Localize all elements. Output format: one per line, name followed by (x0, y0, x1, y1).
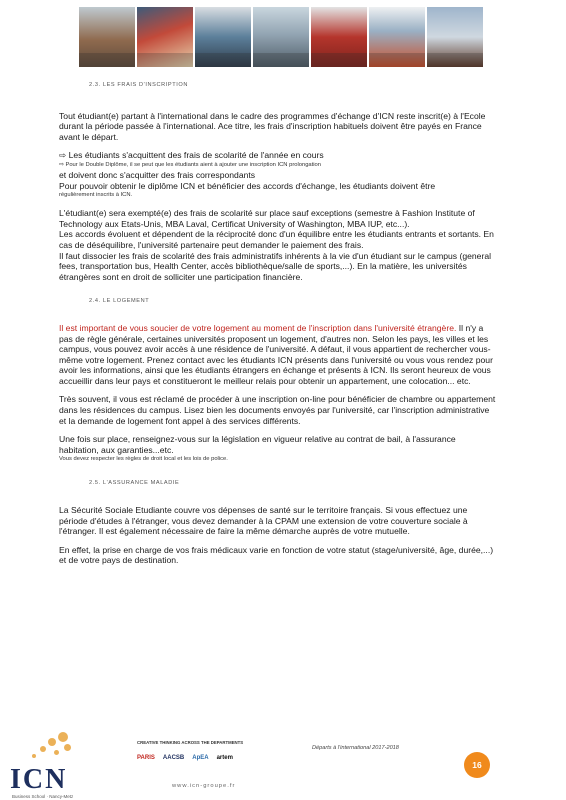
banner-photo (427, 7, 483, 67)
document-reference: Départs à l'international 2017-2018 (312, 745, 399, 751)
banner-photo (369, 7, 425, 67)
partner-logo: AACSB (162, 755, 185, 761)
logo-text: ICN (10, 764, 68, 795)
important-notice: Il est important de vous soucier de votre logement au moment de l'inscription dans l'université étrangère. (59, 322, 457, 333)
section-heading-frais: 2.3. LES FRAIS D'INSCRIPTION (89, 82, 188, 88)
bullet-item: ⇨ Les étudiants s'acquittent des frais de scolarité de l'année en cours (59, 150, 324, 161)
website-url: www.icn-groupe.fr (172, 783, 236, 789)
banner-photo (137, 7, 193, 67)
logo-subtitle: Business School · Nancy-Metz (12, 794, 74, 799)
bullet-item: ⇨ Pour le Double Diplôme, il se peut que les étudiants aient à ajouter une inscription ICN prolongation (59, 161, 322, 168)
paragraph: La Sécurité Sociale Etudiante couvre vos dépenses de santé sur le territoire français. Si vous effectuez une période d'études à l'étranger, vous devez demander à la CPAM une extension de votre couverture sociale à l'étranger. Il est également nécessaire de faire la même démarche auprès de votre mutuelle. (59, 505, 468, 537)
paragraph: Très souvent, il vous est réclamé de procéder à une inscription on-line pour bénéficier de chambre ou appartement dans les résidences du campus. Lisez bien les documents envoyés par l'université, car l'inscription administrative et la demande de logement font appel à des services différents. (59, 394, 496, 426)
banner-photo (79, 7, 135, 67)
header-photo-banner (79, 7, 483, 67)
paragraph: régulièrement inscrits à ICN. (59, 192, 133, 199)
paragraph: Les accords évoluent et dépendent de la réciprocité donc d'un équilibre entre les étudiants entrants et sortants. En cas de déséquilibre, l'université partenaire peut demander le paiement des frais. (59, 229, 494, 250)
paragraph: Une fois sur place, renseignez-vous sur la législation en vigueur relative au contrat de bail, à l'assurance habitation, aux garanties...etc. (59, 434, 456, 455)
section-heading-assurance: 2.5. L'ASSURANCE MALADIE (89, 480, 180, 487)
partner-logo: PARIS (137, 755, 155, 761)
paragraph: Vous devez respecter les règles de droit local et les lois de police. (59, 456, 228, 463)
paragraph: Pour pouvoir obtenir le diplôme ICN et bénéficier des accords d'échange, les étudiants doivent être (59, 180, 436, 191)
paragraph: Tout étudiant(e) partant à l'international dans le cadre des programmes d'échange d'ICN reste inscrit(e) à l'Ecole durant la période passée à l'international. Ace titre, les frais d'inscription habituels doivent être payés en France avant le départ. (59, 110, 486, 142)
document-body (59, 80, 497, 566)
partners-title: CREATIVE THINKING ACROSS THE DEPARTMENTS (137, 740, 244, 745)
section-heading-logement: 2.4. LE LOGEMENT (89, 298, 150, 305)
banner-photo (253, 7, 309, 67)
partners-block (137, 740, 257, 761)
paragraph: En effet, la prise en charge de vos frais médicaux varie en fonction de votre statut (stage/université, âge, durée,...) et de votre pays de destination. (59, 544, 494, 566)
paragraph: L'étudiant(e) sera exempté(e) des frais de scolarité sur place sauf exceptions (semestre à Fashion Institute of Technology aux Etats-Unis, MBA Laval, Certificat University of Washington, MBA IUP, etc...). (59, 208, 475, 229)
partner-logo: artem (216, 755, 233, 761)
logo-dots-icon (18, 730, 78, 764)
banner-photo (195, 7, 251, 67)
paragraph: et doivent donc s'acquitter des frais correspondants (59, 169, 256, 180)
partner-logo: ApEA (192, 755, 209, 761)
page-number-badge: 16 (464, 752, 490, 778)
icn-logo (6, 730, 86, 799)
paragraph: Il faut dissocier les frais de scolarité des frais administratifs inhérents à la vie d'un étudiant sur le campus (general fees, transportation bus, Health Center, accès bibliothèque/salle de sports,...). En la matière, les universités étrangères sont en droit de solliciter une participation financière. (59, 250, 492, 282)
banner-photo (311, 7, 367, 67)
paragraph: Il n'y a pas de règle générale, certaines universités proposent un logement, d'autres non. Selon les pays, les villes et les campus, vous pouvez avoir accès à une résidence de l'université. A défaut, il vous appartient de rechercher vous-même votre logement. Prenez contact avec les étudiants ICN présents dans l'université ou vous vous rendez pour avoir les informations, ainsi que les étudiants étrangers en échange et présents à ICN. Ils seront heureux de vous accueillir dans leur pays et constitueront le meilleur relais pour obtenir un appartement, une colocation... etc. (59, 322, 493, 386)
